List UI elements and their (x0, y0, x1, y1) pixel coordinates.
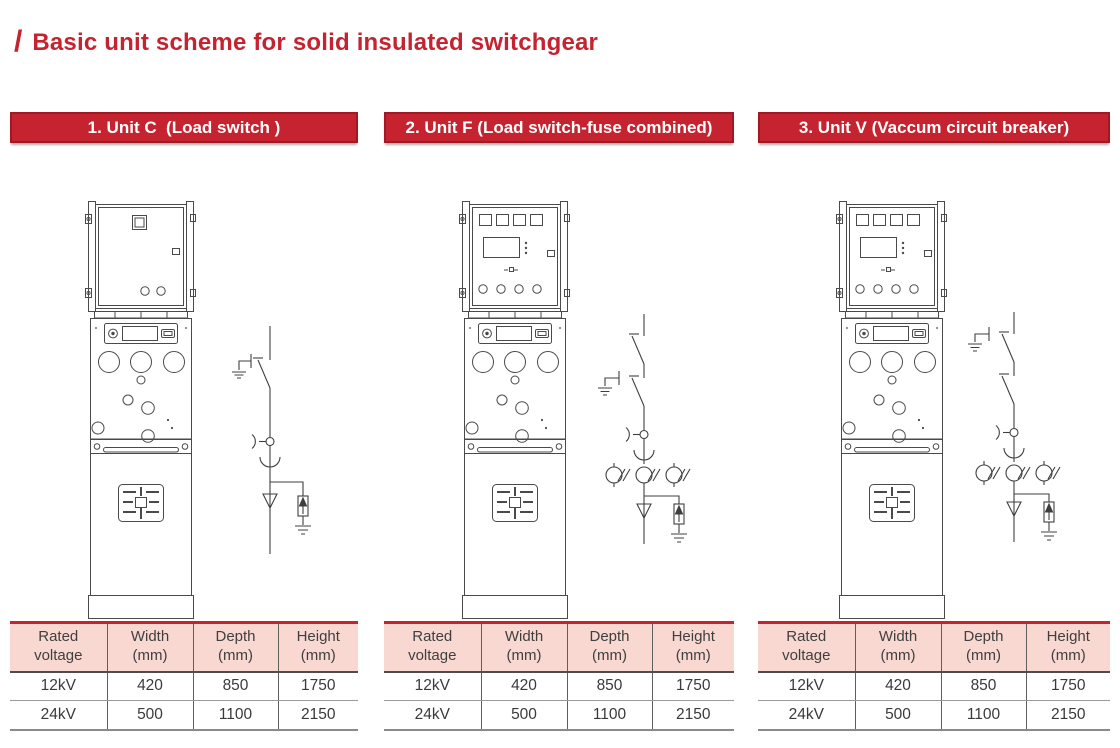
spec-table (758, 621, 1110, 731)
page-title-text: Basic unit scheme for solid insulated switchgear (32, 29, 599, 56)
unit-c-figure (10, 143, 358, 621)
cell-voltage: 12kV (758, 672, 855, 701)
cell-voltage: 24kV (10, 701, 107, 730)
cell-width: 420 (481, 672, 567, 701)
cell-depth: 850 (567, 672, 652, 701)
col-header-depth: Depth (mm) (941, 623, 1026, 672)
col-header-width: Width (mm) (107, 623, 193, 672)
spec-table (10, 621, 358, 731)
unit-v-banner-label: 3. Unit V (Vaccum circuit breaker) (798, 117, 1070, 137)
col-header-height: Height (mm) (278, 623, 358, 672)
table-row (758, 672, 1110, 701)
single-line-diagram (957, 312, 1072, 544)
cell-depth: 1100 (941, 701, 1026, 730)
cell-width: 420 (855, 672, 941, 701)
cell-height: 2150 (652, 701, 734, 730)
title-slash-icon: / (14, 25, 23, 58)
unit-v-figure (758, 143, 1110, 621)
unit-v-banner (758, 112, 1110, 143)
unit-f-banner-label: 2. Unit F (Load switch-fuse combined) (405, 117, 713, 137)
col-header-rated-voltage: Rated voltage (10, 623, 107, 672)
page-title (14, 27, 598, 59)
col-header-depth: Depth (mm) (567, 623, 652, 672)
unit-c-banner (10, 112, 358, 143)
cabinet-drawing (85, 201, 197, 621)
cell-depth: 850 (941, 672, 1026, 701)
unit-v-section (758, 112, 1110, 728)
table-row (10, 672, 358, 701)
cell-width: 500 (855, 701, 941, 730)
cell-depth: 1100 (193, 701, 278, 730)
unit-c-section (10, 112, 358, 728)
table-row (384, 672, 734, 701)
cell-height: 1750 (1026, 672, 1110, 701)
col-header-width: Width (mm) (855, 623, 941, 672)
table-row (384, 701, 734, 730)
cell-height: 2150 (278, 701, 358, 730)
cell-voltage: 24kV (384, 701, 481, 730)
table-row (758, 701, 1110, 730)
cell-height: 2150 (1026, 701, 1110, 730)
unit-f-banner (384, 112, 734, 143)
col-header-width: Width (mm) (481, 623, 567, 672)
spec-table (384, 621, 734, 731)
col-header-rated-voltage: Rated voltage (384, 623, 481, 672)
single-line-diagram (215, 324, 325, 559)
cell-width: 500 (107, 701, 193, 730)
unit-f-section (384, 112, 734, 728)
cell-depth: 850 (193, 672, 278, 701)
col-header-depth: Depth (mm) (193, 623, 278, 672)
unit-c-banner-label: 1. Unit C (Load switch ) (87, 117, 281, 137)
table-header-row (384, 623, 734, 672)
single-line-diagram (587, 314, 702, 546)
table-row (10, 701, 358, 730)
cabinet-drawing (459, 201, 571, 621)
cell-height: 1750 (278, 672, 358, 701)
cell-voltage: 12kV (10, 672, 107, 701)
table-header-row (758, 623, 1110, 672)
table-header-row (10, 623, 358, 672)
cell-height: 1750 (652, 672, 734, 701)
cell-voltage: 12kV (384, 672, 481, 701)
cell-width: 500 (481, 701, 567, 730)
cell-width: 420 (107, 672, 193, 701)
cell-voltage: 24kV (758, 701, 855, 730)
col-header-height: Height (mm) (1026, 623, 1110, 672)
cell-depth: 1100 (567, 701, 652, 730)
col-header-height: Height (mm) (652, 623, 734, 672)
unit-f-figure (384, 143, 734, 621)
col-header-rated-voltage: Rated voltage (758, 623, 855, 672)
cabinet-drawing (836, 201, 948, 621)
